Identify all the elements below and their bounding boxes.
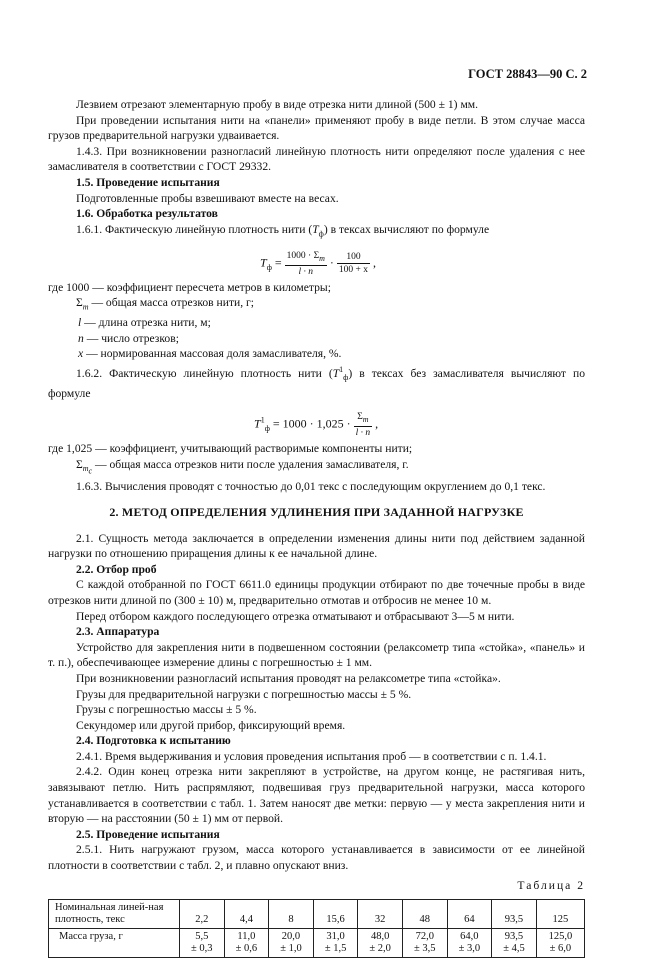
table-cell: 48 [402,900,447,929]
table-caption: Таблица 2 [517,878,585,892]
table-cell: 4,4 [224,900,269,929]
table-cell: 32 [358,900,403,929]
section-heading: 2.2. Отбор проб [76,562,157,576]
table-cell: 93,5 ± 4,5 [492,929,537,958]
table-row [49,900,585,929]
page-header: ГОСТ 28843—90 С. 2 [468,67,587,81]
table-cell: 31,0 ± 1,5 [313,929,358,958]
fraction: $\frac{\Sigma_m}{l \cdot n}$ [355,412,371,439]
paragraph: 2.4.2. Один конец отрезка нити закрепляют в устройстве, на другом конце, не растягивая нить, завязывают петлю. Нить распрямляют, подвешивая груз предварительной нагрузки, масса которого устанавливается в соответствии с табл. 1. Затем наносят две метки: первую — у места закрепления нити и вторую — на расстоянии (50 ± 1) мм от первой. [48,765,585,826]
where-clause: l — длина отрезка нити, м; [78,316,211,330]
paragraph: Устройство для закрепления нити в подвешенном состоянии (релаксометр типа «стойка», «панель» и т. п.), обеспечивающее измерение длины с погрешностью ± 1 мм. [48,640,585,670]
paragraph: При возникновении разногласий испытания проводят на релаксометре типа «стойка». [76,671,501,685]
paragraph: Подготовленные пробы взвешивают вместе на весах. [76,191,339,205]
table-cell: 64 [447,900,492,929]
fraction: $\frac{100}{100 + x}$ [338,252,368,276]
table-cell: 15,6 [313,900,358,929]
paragraph: 1.6.3. Вычисления проводят с точностью до 0,01 текс с последующим округлением до 0,1 текс. [76,480,546,494]
where-clause: $\Sigma_{m_с}$ — общая масса отрезков нити после удаления замасливателя, г. [76,457,409,476]
section-heading: 1.6. Обработка результатов [76,207,218,221]
where-clause: где 1000 — коэффициент пересчета метров в километры; [48,280,331,294]
paragraph: Секундомер или другой прибор, фиксирующий время. [76,718,346,732]
table-cell: 8 [269,900,314,929]
table-row [49,929,585,958]
fraction: $\frac{1000 \cdot \Sigma_m}{l \cdot n}$ [286,250,325,277]
where-clause: x — нормированная массовая доля замасливателя, %. [78,347,342,361]
paragraph: 2.5.1. Нить нагружают грузом, масса которого устанавливается в зависимости от ее линейной плотности в соответствии с табл. 2, и плавно опускают вниз. [48,843,585,873]
paragraph: 1.6.2. Фактическую линейную плотность нити $(T^1_ф)$ в тексах без замасливателя вычисляют по формуле [48,364,585,400]
paragraph: Грузы с погрешностью массы ± 5 %. [76,703,257,717]
table-cell: 11,0 ± 0,6 [224,929,269,958]
paragraph: Лезвием отрезают элементарную пробу в виде отрезка нити длиной (500 ± 1) мм. [76,98,479,111]
paragraph: 1.6.1. Фактическую линейную плотность нити $(T_ф)$ в тексах вычисляют по формуле [76,222,490,239]
paragraph: При проведении испытания нити на «панели» применяют пробу в виде петли. В этом случае масса грузов предварительной нагрузки удваивается. [48,113,585,143]
document-body [48,97,585,958]
where-clause: где 1,025 — коэффициент, учитывающий растворимые компоненты нити; [48,442,413,456]
paragraph: Перед отбором каждого последующего отрезка отматывают и отбрасывают 3—5 м нити. [76,609,515,623]
table-cell: 72,0 ± 3,5 [402,929,447,958]
table-cell: 5,5 ± 0,3 [180,929,225,958]
row-header: Номинальная линей-ная плотность, текс [49,900,180,929]
section-heading: 1.5. Проведение испытания [76,175,220,189]
data-table [48,899,585,958]
row-header: Масса груза, г [49,929,180,958]
formula-2: $T^1_ф = 1000 \cdot 1,025$ · $\frac{\Sigma_m}{l \cdot n}$ , [254,412,379,439]
table-cell: 125,0 ± 6,0 [536,929,584,958]
paragraph: С каждой отобранной по ГОСТ 6611.0 единицы продукции отбирают по две точечные пробы в виде отрезков нити длиной по (300 ± 10) м, предварительно отмотав и отбросив не менее 10 м. [48,578,585,607]
paragraph: 2.4.1. Время выдерживания и условия проведения испытания проб — в соответствии с п. 1.4.1. [76,749,547,763]
formula-1: $T_ф$ = $\frac{1000 \cdot \Sigma_m}{l \cdot n}$ · $\frac{100}{100 + x}$ , [260,250,376,277]
section-heading: 2.4. Подготовка к испытанию [76,734,231,748]
paragraph: 2.1. Сущность метода заключается в определении изменения длины нити под действием заданной нагрузки по отношению приращения длины к ее начальной длине. [48,531,585,561]
where-clause: $\Sigma_m$ — общая масса отрезков нити, г; [76,296,254,312]
table-cell: 20,0 ± 1,0 [269,929,314,958]
table-cell: 125 [536,900,584,929]
table-cell: 64,0 ± 3,0 [447,929,492,958]
table-cell: 2,2 [180,900,225,929]
section-heading: 2.3. Аппаратура [76,625,160,639]
section-heading: 2.5. Проведение испытания [76,827,220,841]
where-clause: n — число отрезков; [78,331,179,345]
table-cell: 93,5 [492,900,537,929]
table-cell: 48,0 ± 2,0 [358,929,403,958]
paragraph: 1.4.3. При возникновении разногласий линейную плотность нити определяют после удаления с нее замасливателя в соответствии с ГОСТ 29332. [48,144,585,174]
chapter-heading: 2. МЕТОД ОПРЕДЕЛЕНИЯ УДЛИНЕНИЯ ПРИ ЗАДАННОЙ НАГРУЗКЕ [109,504,524,519]
paragraph: Грузы для предварительной нагрузки с погрешностью массы ± 5 %. [76,687,412,701]
